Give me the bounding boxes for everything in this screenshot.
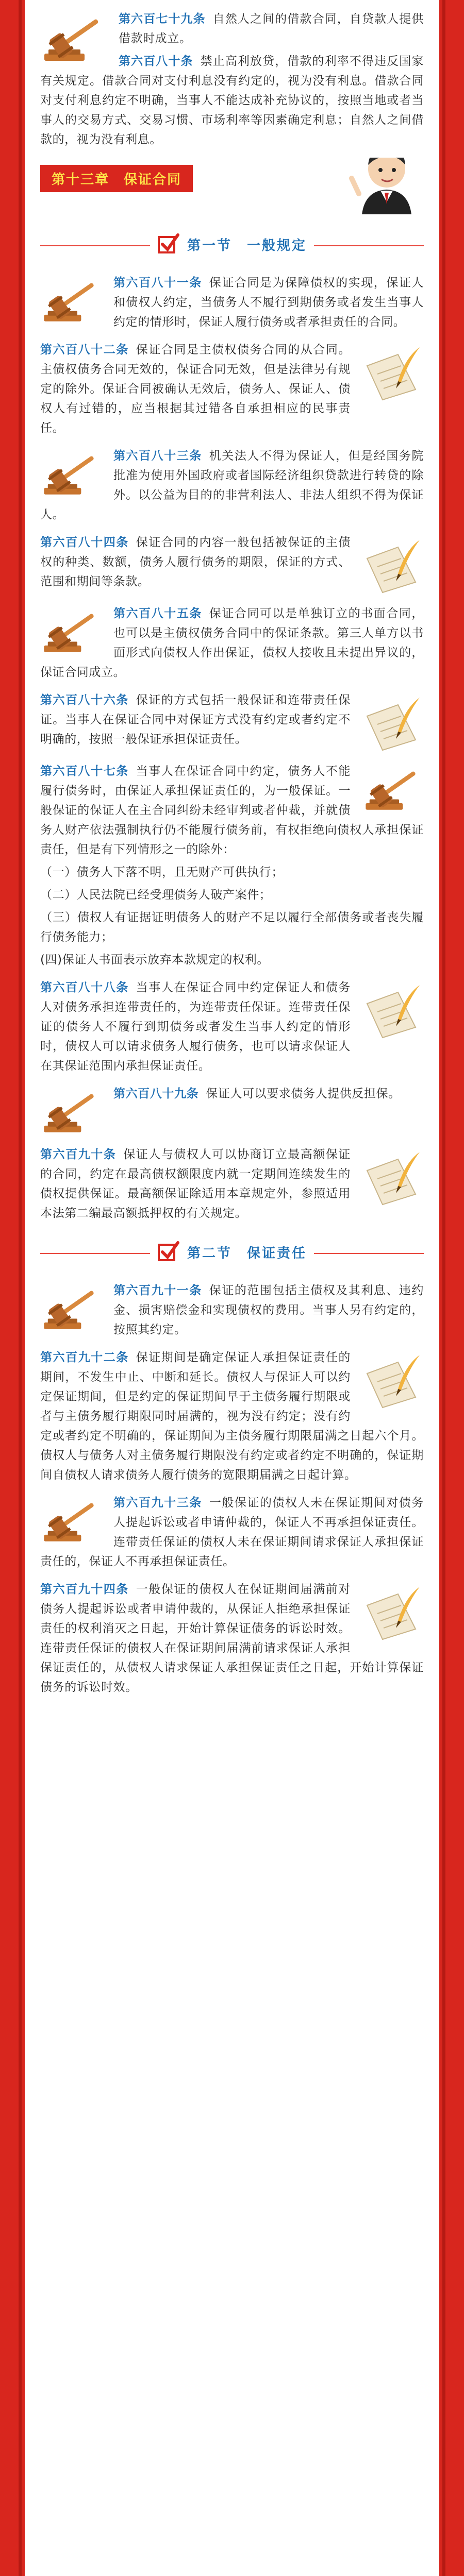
article-687-item: （三）债权人有证据证明债务人的财产不足以履行全部债务或者丧失履行债务能力； bbox=[40, 911, 424, 944]
article-683-block bbox=[40, 446, 424, 528]
article-text: 当事人在保证合同中约定保证人和债务人对债务承担连带责任的，为连带责任保证。连带责任保证的债务人不履行到期债务或者发生当事人约定的情形时，债权人可以请求债务人履行债务，也可以请求保证人在其保证范围内承担保证责任。 bbox=[40, 981, 351, 1073]
article-text: 一般保证的债权人在保证期间届满前对债务人提起诉讼或者申请仲裁的，从保证人拒绝承担保证责任的权利消灭之日起，开始计算保证债务的诉讼时效。连带责任保证的债权人在保证期间届满前请求保证人承担保证责任的，从债权人请求保证人承担保证责任之日起，开始计算保证债务的诉讼时效。 bbox=[40, 1583, 424, 1694]
quill-paper-icon bbox=[362, 983, 424, 1042]
article-694-block bbox=[40, 1580, 424, 1700]
section-title: 第一节 一般规定 bbox=[187, 238, 307, 253]
article-number: 第六百九十三条 bbox=[113, 1496, 202, 1510]
article-687-block bbox=[40, 761, 424, 973]
article-682-block bbox=[40, 340, 424, 441]
article-text: 保证期间是确定保证人承担保证责任的期间，不发生中止、中断和延长。债权人与保证人可以约定保证期间，但是约定的保证期间早于主债务履行期限或者与主债务履行期限同时届满的，视为没有约定；没有约定或者约定不明确的，保证期间为主债务履行期限届满之日起六个月。债权人与债务人对主债务履行期限没有约定或者约定不明确的，保证期间自债权人请求债务人履行债务的宽限期届满之日起计算。 bbox=[40, 1351, 424, 1482]
article-text: 保证人与债权人可以协商订立最高额保证的合同，约定在最高债权额限度内就一定期间连续发生的债权提供保证。最高额保证除适用本章规定外，参照适用本法第二编最高额抵押权的有关规定。 bbox=[40, 1148, 351, 1220]
section-2-header bbox=[40, 1241, 424, 1265]
article-number: 第六百八十五条 bbox=[113, 607, 202, 620]
article-number: 第六百八十八条 bbox=[40, 981, 129, 994]
article-679-block bbox=[40, 9, 424, 152]
article-text: 机关法人不得为保证人，但是经国务院批准为使用外国政府或者国际经济组织贷款进行转贷的除外。以公益为目的的非营利法人、非法人组织不得为保证人。 bbox=[40, 449, 424, 521]
quill-paper-icon bbox=[362, 345, 424, 404]
article-691-block bbox=[40, 1281, 424, 1343]
article-number: 第六百八十三条 bbox=[113, 449, 202, 463]
section-title: 第二节 保证责任 bbox=[187, 1245, 307, 1261]
gavel-icon bbox=[40, 1089, 102, 1138]
quill-paper-icon bbox=[362, 1353, 424, 1412]
article-text: 保证合同是主债权债务合同的从合同。主债权债务合同无效的，保证合同无效，但是法律另有规定的除外。保证合同被确认无效后，债务人、保证人、债权人有过错的，应当根据其过错各自承担相应的民事责任。 bbox=[40, 343, 351, 435]
gavel-icon bbox=[40, 1286, 102, 1334]
article-number: 第六百九十一条 bbox=[113, 1284, 202, 1297]
chapter-title: 第十三章 保证合同 bbox=[40, 165, 193, 192]
article-number: 第六百九十条 bbox=[40, 1148, 117, 1161]
gavel-icon bbox=[40, 609, 102, 657]
article-text: 保证合同可以是单独订立的书面合同，也可以是主债权债务合同中的保证条款。第三人单方以书面形式向债权人作出保证，债权人接收且未提出异议的，保证合同成立。 bbox=[40, 607, 424, 679]
article-685-block bbox=[40, 604, 424, 685]
gavel-icon bbox=[40, 278, 102, 327]
gavel-icon bbox=[362, 767, 424, 815]
article-number: 第六百八十九条 bbox=[113, 1087, 199, 1100]
article-number: 第六百八十七条 bbox=[40, 765, 129, 778]
article-text: 保证的范围包括主债权及其利息、违约金、损害赔偿金和实现债权的费用。当事人另有约定的，按照其约定。 bbox=[113, 1284, 424, 1336]
article-number: 第六百八十条 bbox=[119, 55, 193, 68]
article-paper bbox=[25, 0, 439, 2576]
article-687-item: (四)保证人书面表示放弃本款规定的权利。 bbox=[40, 953, 269, 967]
check-box-icon bbox=[157, 1241, 180, 1263]
article-693-block bbox=[40, 1493, 424, 1574]
article-number: 第六百八十六条 bbox=[40, 693, 129, 707]
article-number: 第六百九十四条 bbox=[40, 1583, 129, 1596]
article-text: 保证的方式包括一般保证和连带责任保证。当事人在保证合同中对保证方式没有约定或者约定不明确的，按照一般保证承担保证责任。 bbox=[40, 693, 351, 746]
article-number: 第六百九十二条 bbox=[40, 1351, 129, 1364]
article-number: 第六百八十二条 bbox=[40, 343, 129, 357]
article-number: 第六百八十一条 bbox=[113, 276, 202, 290]
article-text: 禁止高利放贷，借款的利率不得违反国家有关规定。借款合同对支付利息没有约定的，视为没有利息。借款合同对支付利息约定不明确，当事人不能达成补充协议的，按照当地或者当事人的交易方式、交易习惯、市场利率等因素确定利息；自然人之间借款的，视为没有利息。 bbox=[40, 55, 424, 146]
article-681-block bbox=[40, 273, 424, 335]
article-687-item: （一）债务人下落不明，且无财产可供执行； bbox=[40, 866, 284, 879]
gavel-icon bbox=[40, 1498, 102, 1547]
section-1-header bbox=[40, 233, 424, 258]
article-690-block bbox=[40, 1145, 424, 1226]
gavel-icon bbox=[40, 451, 102, 500]
quill-paper-icon bbox=[362, 1150, 424, 1209]
quill-paper-icon bbox=[362, 696, 424, 754]
gavel-icon bbox=[40, 14, 107, 66]
check-box-icon bbox=[157, 233, 180, 256]
article-688-block bbox=[40, 978, 424, 1079]
article-text: 当事人在保证合同中约定，债务人不能履行债务时，由保证人承担保证责任的，为一般保证。一般保证的保证人在主合同纠纷未经审判或者仲裁，并就债务人财产依法强制执行仍不能履行债务前，有权拒绝向债权人承担保证责任，但是有下列情形之一的除外： bbox=[40, 765, 424, 856]
article-689-block bbox=[40, 1084, 424, 1140]
left-border-stripe bbox=[19, 0, 22, 2576]
article-687-item: （二）人民法院已经受理债务人破产案件； bbox=[40, 888, 272, 902]
article-number: 第六百八十四条 bbox=[40, 536, 129, 549]
article-text: 自然人之间的借款合同，自贷款人提供借款时成立。 bbox=[119, 12, 424, 45]
article-686-block bbox=[40, 690, 424, 756]
article-text: 保证合同的内容一般包括被保证的主债权的种类、数额，债务人履行债务的期限，保证的方式、范围和期间等条款。 bbox=[40, 536, 351, 588]
quill-paper-icon bbox=[362, 538, 424, 597]
article-684-block bbox=[40, 533, 424, 599]
article-text: 一般保证的债权人未在保证期间对债务人提起诉讼或者申请仲裁的，保证人不再承担保证责任。连带责任保证的债权人未在保证期间请求保证人承担保证责任的，保证人不再承担保证责任。 bbox=[40, 1496, 424, 1568]
chapter-row bbox=[40, 158, 424, 218]
article-number: 第六百七十九条 bbox=[119, 12, 206, 26]
article-text: 保证合同是为保障债权的实现，保证人和债权人约定，当债务人不履行到期债务或者发生当事人约定的情形时，保证人履行债务或者承担责任的合同。 bbox=[113, 276, 424, 329]
article-680 bbox=[40, 52, 424, 149]
quill-paper-icon bbox=[362, 1585, 424, 1643]
right-border-stripe bbox=[442, 0, 445, 2576]
article-text: 保证人可以要求债务人提供反担保。 bbox=[206, 1087, 401, 1100]
lawyer-cartoon-icon bbox=[346, 158, 424, 216]
article-692-block bbox=[40, 1348, 424, 1488]
